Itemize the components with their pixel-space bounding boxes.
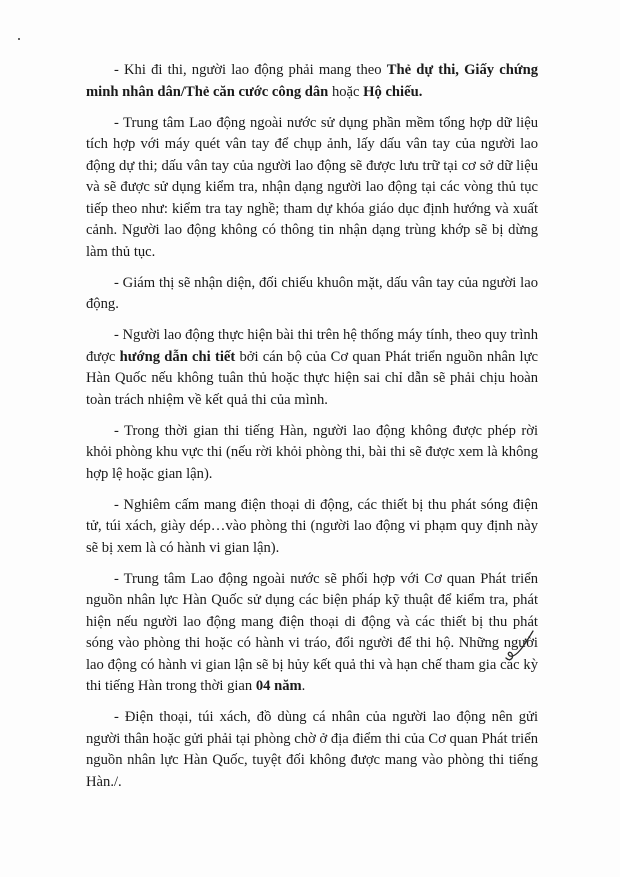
- text-segment: - Trong thời gian thi tiếng Hàn, người lao động không được phép rời khỏi phòng khu vực thi (nếu rời khỏi phòng thi, bài thi sẽ được xem là không hợp lệ hoặc gian lận).: [86, 422, 538, 482]
- text-segment-bold: hướng dẫn chi tiết: [119, 348, 236, 365]
- paragraph-no-leaving: [86, 421, 538, 486]
- text-segment: - Trung tâm Lao động ngoài nước sử dụng phần mềm tổng hợp dữ liệu tích hợp với máy quét vân tay để chụp ảnh, lấy dấu vân tay của người lao động dự thi; dấu vân tay của người lao động sẽ được lưu trữ tại cơ sở dữ liệu và sẽ được sử dụng kiểm tra, nhận dạng người lao động tại các vòng thủ tục tiếp theo như: kiểm tra tay nghề; tham dự khóa giáo dục định hướng và xuất cảnh. Người lao động không có thông tin nhận dạng trùng khớp sẽ bị dừng làm thủ tục.: [86, 114, 538, 260]
- paragraph-supervisor: [86, 273, 538, 316]
- text-segment-bold: 04 năm: [255, 678, 302, 694]
- text-segment: - Khi đi thi, người lao động phải mang theo: [114, 62, 387, 78]
- paragraph-cheating-penalty: [86, 569, 538, 698]
- text-segment: - Điện thoại, túi xách, đồ dùng cá nhân của người lao động nên gửi người thân hoặc gửi phải tại phòng chờ ở địa điểm thi của Cơ quan Phát triển nguồn nhân lực Hàn Quốc, tuyệt đối không được mang vào phòng thi tiếng Hàn./.: [86, 709, 538, 790]
- paragraph-fingerprint: [86, 113, 538, 264]
- text-segment: - Giám thị sẽ nhận diện, đối chiếu khuôn mặt, dấu vân tay của người lao động.: [86, 274, 538, 312]
- text-segment: hoặc: [328, 83, 364, 100]
- initials-signature-mark: [500, 628, 536, 664]
- text-segment-bold: Thẻ dự thi, Giấy chứng minh nhân dân/Thẻ căn cước công dân: [86, 62, 538, 100]
- text-segment: - Người lao động thực hiện bài thi trên hệ thống máy tính, theo quy trình được: [86, 327, 538, 365]
- text-segment: .: [301, 678, 306, 694]
- paragraph-personal-belongings: [86, 707, 538, 793]
- scan-speck: [18, 38, 20, 40]
- text-segment: - Nghiêm cấm mang điện thoại di động, các thiết bị thu phát sóng điện tử, túi xách, giày dép…vào phòng thi (người lao động vi phạm quy định này sẽ bị xem là có hành vi gian lận).: [86, 496, 538, 556]
- document-body: [86, 60, 538, 803]
- text-segment-bold: Hộ chiếu.: [363, 83, 423, 100]
- paragraph-computer-test: [86, 325, 538, 411]
- paragraph-exam-documents: [86, 60, 538, 103]
- paragraph-prohibited-items: [86, 495, 538, 560]
- text-segment: - Trung tâm Lao động ngoài nước sẽ phối hợp với Cơ quan Phát triển nguồn nhân lực Hàn Quốc sử dụng các biện pháp kỹ thuật để kiểm tra, phát hiện nếu người lao động mang điện thoại di động và các thiết bị thu phát sóng vào phòng thi hoặc có hành vi tráo, đổi người để thi hộ. Những người lao động có hành vi gian lận sẽ bị hủy kết quả thi và hạn chế tham gia các kỳ thi tiếng Hàn trong thời gian: [86, 570, 538, 694]
- text-segment: bởi cán bộ của Cơ quan Phát triển nguồn nhân lực Hàn Quốc nếu không tuân thủ hoặc thực hiện sai chỉ dẫn sẽ phải chịu hoàn toàn trách nhiệm về kết quả thi của mình.: [86, 348, 538, 408]
